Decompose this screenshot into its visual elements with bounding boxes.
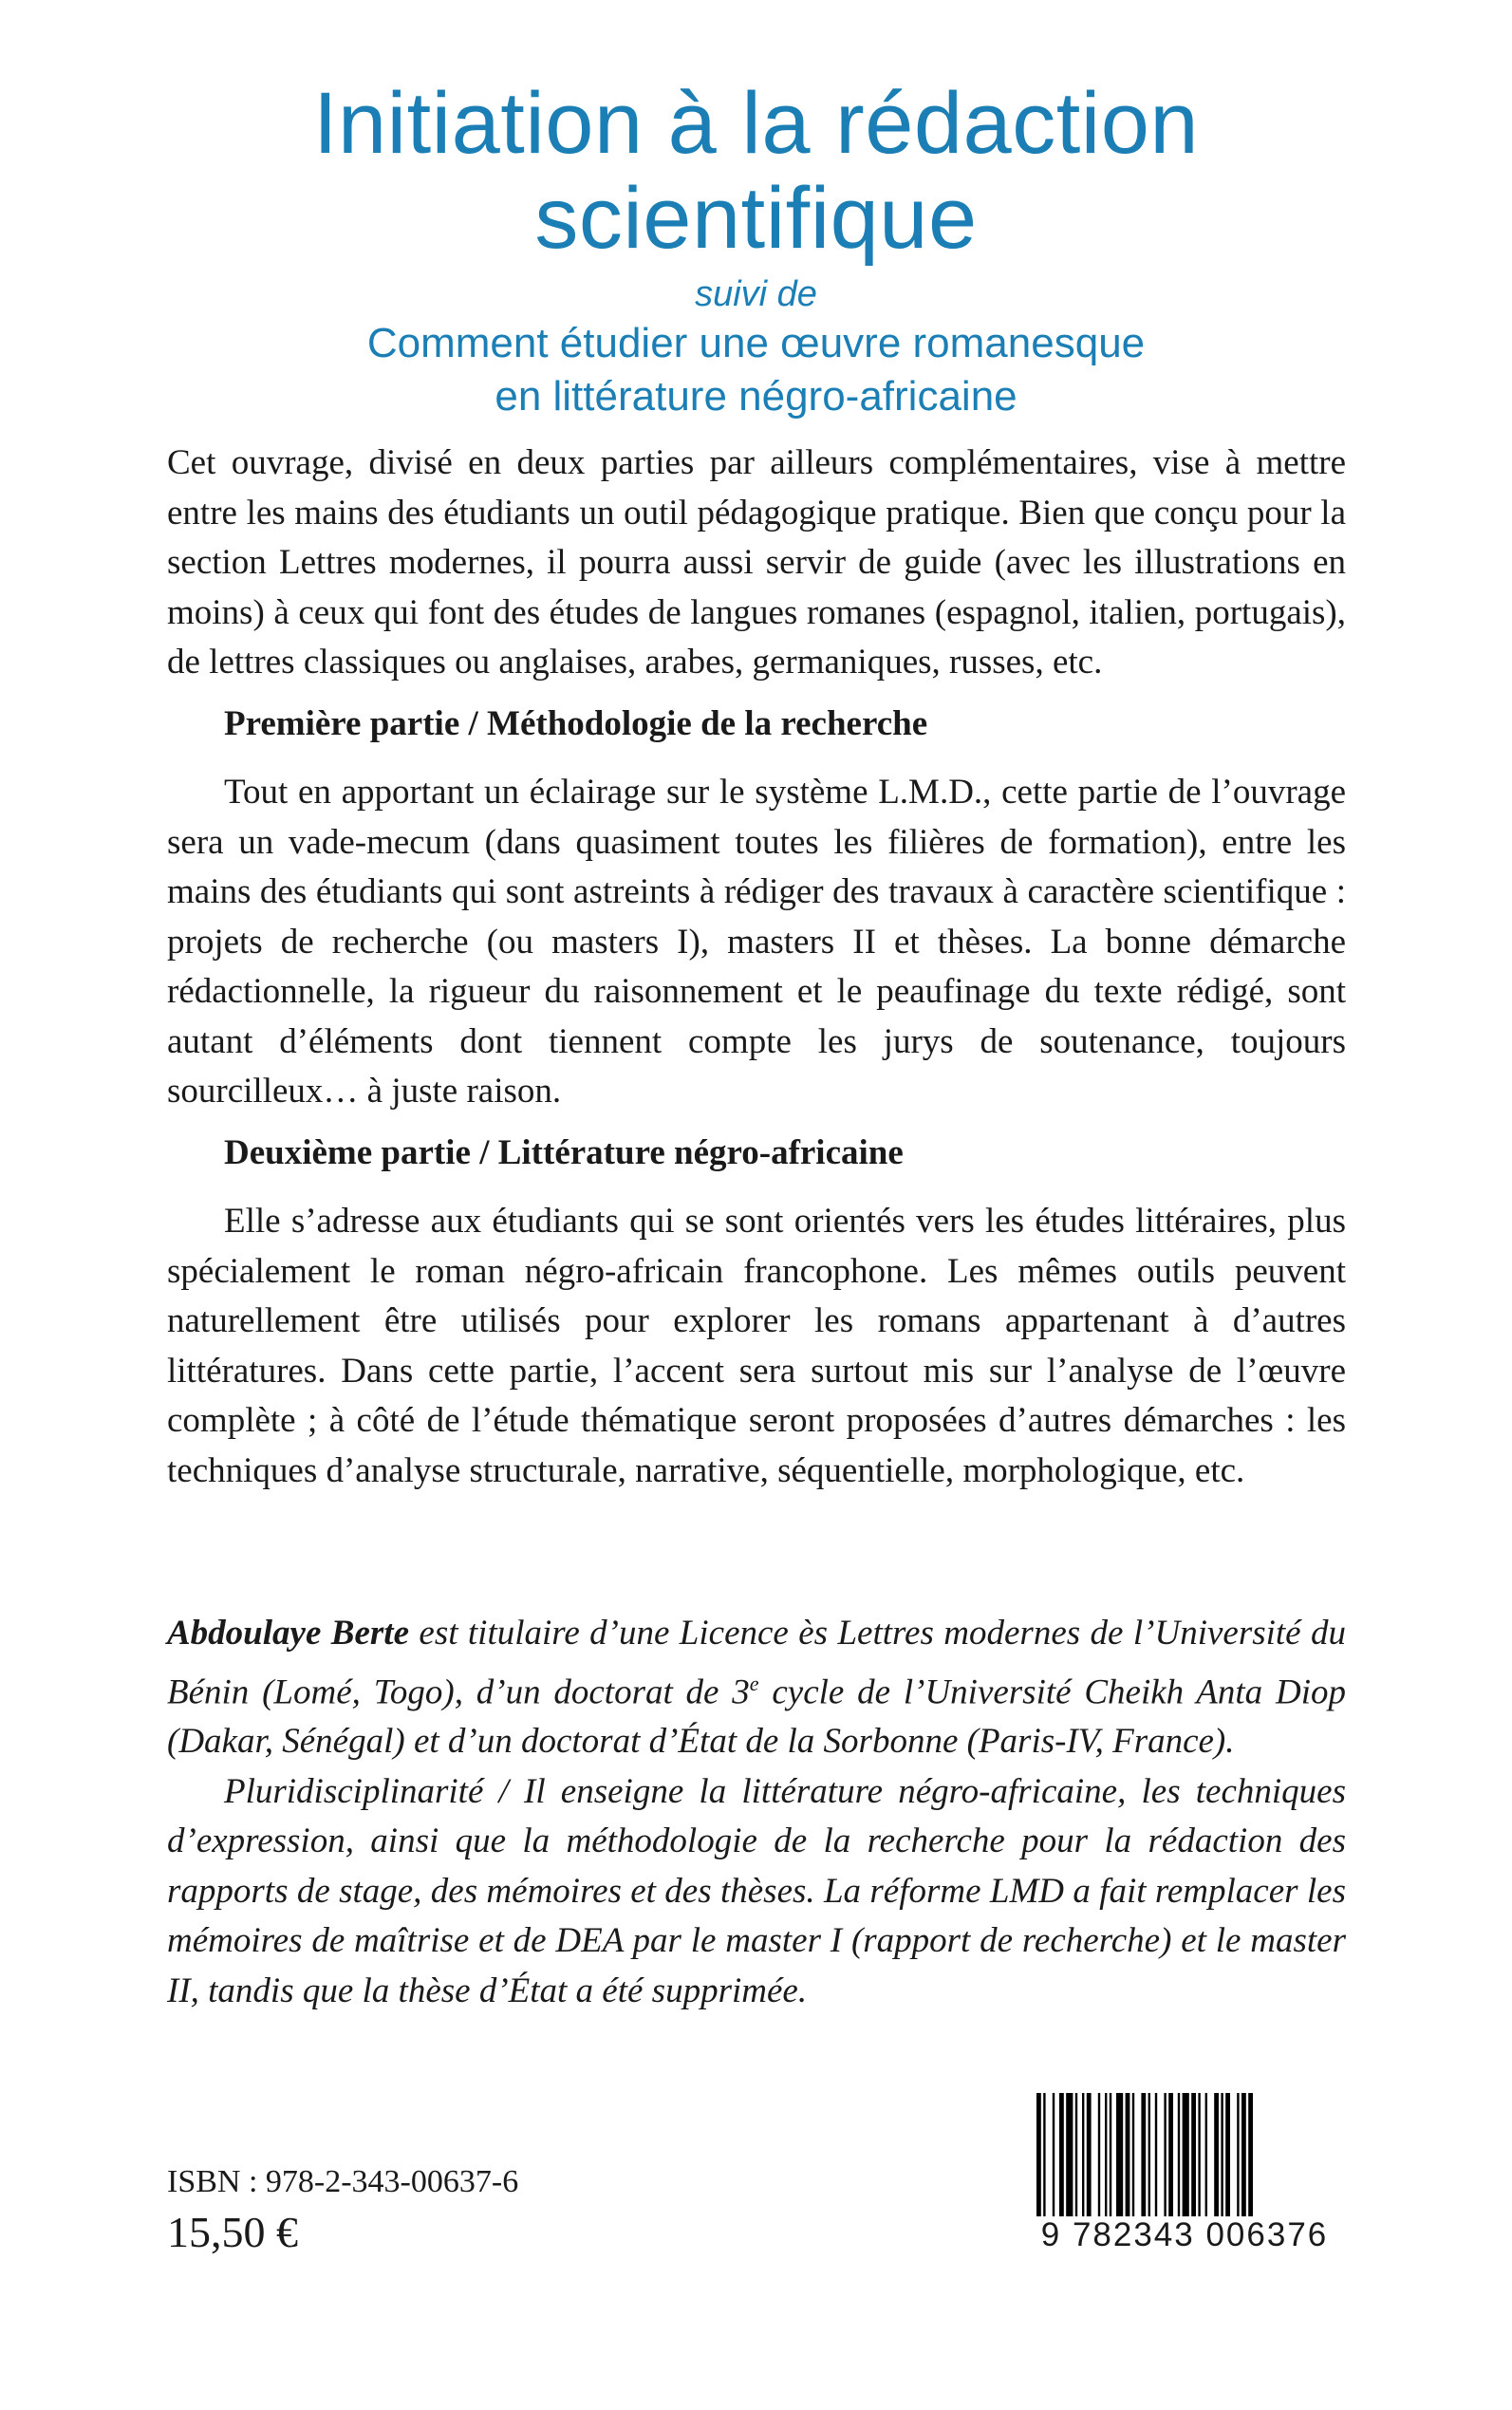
barcode-bar bbox=[1116, 2093, 1123, 2216]
author-bio-paragraph bbox=[167, 1609, 1346, 1767]
barcode-bar bbox=[1087, 2093, 1092, 2216]
barcode-bar bbox=[1205, 2093, 1207, 2216]
barcode-bar bbox=[1110, 2093, 1111, 2216]
part1-heading: Première partie / Méthodologie de la recherche bbox=[224, 703, 928, 743]
suivi-de: suivi de bbox=[695, 274, 817, 314]
barcode-bar bbox=[1241, 2093, 1246, 2216]
title-block bbox=[0, 76, 1512, 423]
description bbox=[167, 439, 1346, 1496]
intro-paragraph: Cet ouvrage, divisé en deux parties par ailleurs complémentaires, vise à mettre entre les mains des étudiants un outil pédagogique pratique. Bien que conçu pour la section Lettres modernes, il pourra aussi servir de guide (avec les illustrations en moins) à ceux qui font des études de langues romanes (espagnol, italien, portugais), de lettres classiques ou anglaises, arabes, germaniques, russes, etc. bbox=[167, 443, 1346, 682]
isbn: ISBN : 978-2-343-00637-6 bbox=[167, 2164, 519, 2199]
barcode-bar bbox=[1105, 2093, 1107, 2216]
barcode bbox=[1033, 2093, 1336, 2254]
barcode-bar bbox=[1178, 2093, 1180, 2216]
barcode-bar bbox=[1075, 2093, 1077, 2216]
author-bio-b: cycle de l’Université Cheikh Anta Diop (Dakar, Sénégal) et d’un doctorat d’État de la Sorbonne (Paris-IV, France). bbox=[167, 1672, 1346, 1762]
barcode-bar bbox=[1225, 2093, 1230, 2216]
barcode-bar bbox=[1198, 2093, 1200, 2216]
barcode-bar bbox=[1191, 2093, 1196, 2216]
title-line-1: Initiation à la rédaction bbox=[312, 75, 1200, 172]
book-title bbox=[0, 76, 1512, 266]
barcode-bar bbox=[1221, 2093, 1223, 2216]
barcode-bar bbox=[1183, 2093, 1189, 2216]
barcode-bar bbox=[1132, 2093, 1134, 2216]
subtitle bbox=[0, 317, 1512, 423]
barcode-bar bbox=[1141, 2093, 1146, 2216]
barcode-bars bbox=[1033, 2093, 1336, 2216]
barcode-bar bbox=[1248, 2093, 1253, 2216]
author-name: Abdoulaye Berte bbox=[167, 1614, 409, 1653]
author-bio-sup: e bbox=[749, 1671, 759, 1695]
barcode-bar bbox=[1098, 2093, 1100, 2216]
barcode-bar bbox=[1148, 2093, 1150, 2216]
barcode-bar bbox=[1053, 2093, 1055, 2216]
barcode-bar bbox=[1059, 2093, 1064, 2216]
author-bio-a: est titulaire d’une Licence ès Lettres modernes de l’Université du Bénin (Lomé, Togo), d’un doctorat de 3 bbox=[167, 1614, 1346, 1711]
barcode-bar bbox=[1214, 2093, 1219, 2216]
barcode-bar bbox=[1168, 2093, 1173, 2216]
barcode-bar bbox=[1164, 2093, 1166, 2216]
barcode-bar bbox=[1036, 2093, 1041, 2216]
barcode-bar bbox=[1066, 2093, 1073, 2216]
barcode-bar bbox=[1043, 2093, 1045, 2216]
author-bio bbox=[167, 1609, 1346, 2016]
barcode-bar bbox=[1155, 2093, 1157, 2216]
part1-paragraph: Tout en apportant un éclairage sur le système L.M.D., cette partie de l’ouvrage sera un vade-mecum (dans quasiment toutes les filières de formation), entre les mains des étudiants qui sont astreints à rédiger des travaux à caractère scientifique : projets de recherche (ou masters I), masters II et thèses. La bonne démarche rédactionnelle, la rigueur du raisonnement et le peaufinage du texte rédigé, sont autant d’éléments dont tiennent compte les jurys de soutenance, toujours sourcilleux… à juste raison. bbox=[167, 773, 1346, 1111]
subtitle-line-2: en littérature négro-africaine bbox=[495, 373, 1017, 420]
price: 15,50 € bbox=[167, 2208, 298, 2256]
barcode-bar bbox=[1082, 2093, 1084, 2216]
author-bio-paragraph-2: Pluridisciplinarité / Il enseigne la littérature négro-africaine, les techniques d’expression, ainsi que la méthodologie de la recherche pour la rédaction des rapports de stage, des mémoires et des thèses. La réforme LMD a fait remplacer les mémoires de maîtrise et de DEA par le master I (rapport de recherche) et le master II, tandis que la thèse d’État a été supprimée. bbox=[167, 1771, 1346, 2010]
barcode-digits: 9 782343 006376 bbox=[1040, 2216, 1329, 2253]
barcode-bar bbox=[1126, 2093, 1130, 2216]
part2-paragraph: Elle s’adresse aux étudiants qui se sont orientés vers les études littéraires, plus spécialement le roman négro-africain francophone. Les mêmes outils peuvent naturellement être utilisés pour explorer les romans appartenant à d’autres littératures. Dans cette partie, l’accent sera surtout mis sur l’analyse de l’œuvre complète ; à côté de l’étude thématique seront proposées d’autres démarches : les techniques d’analyse structurale, narrative, séquentielle, morphologique, etc. bbox=[167, 1202, 1346, 1490]
barcode-bar bbox=[1237, 2093, 1239, 2216]
subtitle-line-1: Comment étudier une œuvre romanesque bbox=[366, 320, 1146, 366]
part2-heading: Deuxième partie / Littérature négro-africaine bbox=[224, 1132, 904, 1172]
title-line-2: scientifique bbox=[534, 170, 978, 267]
